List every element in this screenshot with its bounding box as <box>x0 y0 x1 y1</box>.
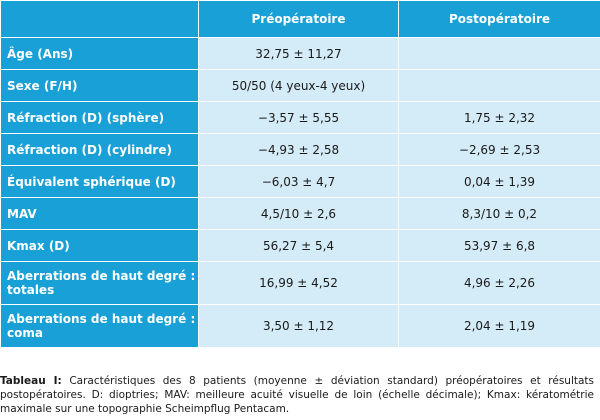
caption-text: Caractéristiques des 8 patients (moyenne ± déviation standard) préopératoires et résultats postopératoires. D: dioptries; MAV: meilleure acuité visuelle de loin (échelle décimale); Kmax: kératométrie maximale sur une topographie Scheimpflug Pentacam. <box>0 375 595 415</box>
row-label: Âge (Ans) <box>1 38 199 70</box>
table-row <box>1 230 600 262</box>
post-value: −2,69 ± 2,53 <box>399 134 600 166</box>
table-row <box>1 198 600 230</box>
post-value: 4,96 ± 2,26 <box>399 262 600 305</box>
post-value <box>399 38 600 70</box>
table-row <box>1 38 600 70</box>
table-header-row <box>1 1 600 38</box>
pre-value: 3,50 ± 1,12 <box>199 305 399 348</box>
pre-value: 4,5/10 ± 2,6 <box>199 198 399 230</box>
row-label: Sexe (F/H) <box>1 70 199 102</box>
pre-value: 50/50 (4 yeux-4 yeux) <box>199 70 399 102</box>
caption-label: Tableau I: <box>0 375 62 387</box>
post-value: 8,3/10 ± 0,2 <box>399 198 600 230</box>
table-row <box>1 305 600 348</box>
table-row <box>1 262 600 305</box>
pre-value: −3,57 ± 5,55 <box>199 102 399 134</box>
post-value: 53,97 ± 6,8 <box>399 230 600 262</box>
post-value: 2,04 ± 1,19 <box>399 305 600 348</box>
row-label: Équivalent sphérique (D) <box>1 166 199 198</box>
header-preoperative: Préopératoire <box>199 1 399 38</box>
pre-value: 56,27 ± 5,4 <box>199 230 399 262</box>
table-row <box>1 166 600 198</box>
row-label: Aberrations de haut degré : coma <box>1 305 199 348</box>
pre-value: 32,75 ± 11,27 <box>199 38 399 70</box>
header-empty <box>1 1 199 38</box>
post-value <box>399 70 600 102</box>
pre-value: −6,03 ± 4,7 <box>199 166 399 198</box>
table-caption <box>0 374 594 416</box>
row-label: Aberrations de haut degré : totales <box>1 262 199 305</box>
pre-value: 16,99 ± 4,52 <box>199 262 399 305</box>
post-value: 1,75 ± 2,32 <box>399 102 600 134</box>
row-label: Kmax (D) <box>1 230 199 262</box>
header-postoperative: Postopératoire <box>399 1 600 38</box>
pre-value: −4,93 ± 2,58 <box>199 134 399 166</box>
table-row <box>1 134 600 166</box>
row-label: Réfraction (D) (sphère) <box>1 102 199 134</box>
row-label: Réfraction (D) (cylindre) <box>1 134 199 166</box>
table-row <box>1 102 600 134</box>
table-row <box>1 70 600 102</box>
row-label: MAV <box>1 198 199 230</box>
post-value: 0,04 ± 1,39 <box>399 166 600 198</box>
